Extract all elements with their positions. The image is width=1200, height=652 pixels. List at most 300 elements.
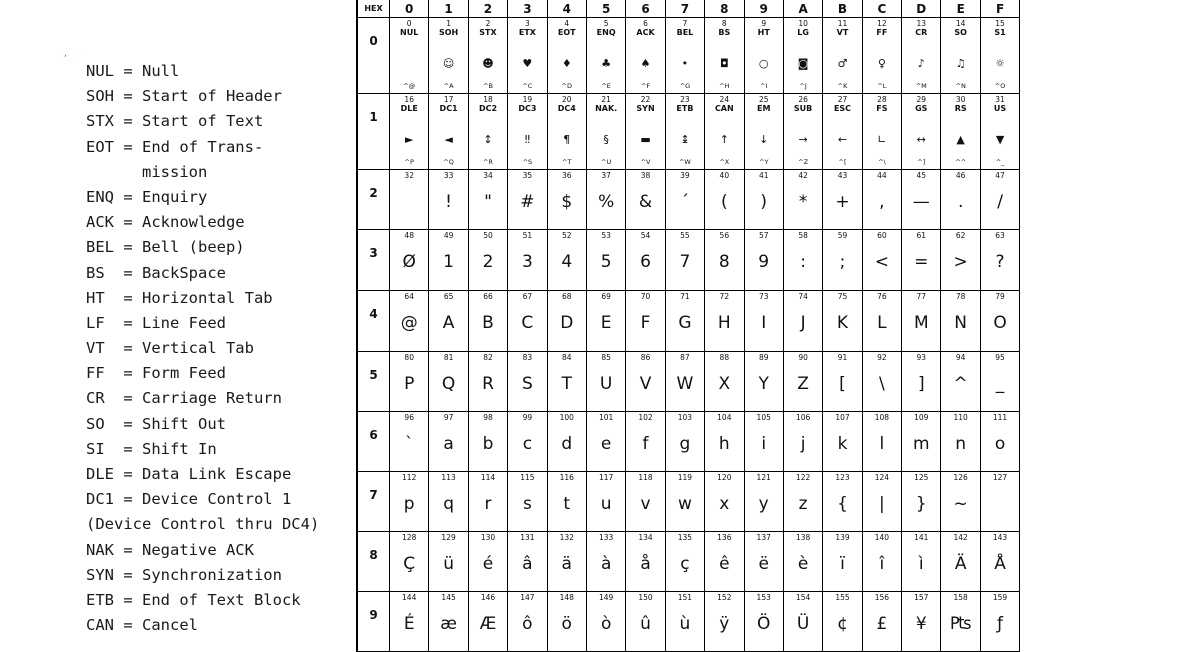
char-glyph: o: [994, 434, 1006, 454]
column-header: 1: [429, 0, 468, 18]
decimal-code: 30: [955, 95, 966, 104]
char-cell: [941, 291, 980, 352]
char-glyph: ¥: [915, 614, 927, 634]
char-glyph: U: [599, 374, 613, 394]
decimal-code: 114: [480, 473, 496, 482]
control-abbr: ENQ: [596, 28, 616, 37]
char-cell: [902, 592, 941, 652]
decimal-code: 100: [559, 413, 574, 422]
char-cell: [429, 18, 468, 94]
char-cell: [823, 412, 862, 472]
char-cell: [666, 532, 705, 592]
char-cell: [941, 472, 980, 532]
char-glyph: `: [404, 434, 414, 454]
char-glyph: →: [798, 133, 808, 146]
char-glyph: \: [879, 374, 885, 394]
decimal-code: 21: [601, 95, 611, 104]
char-glyph: ä: [561, 554, 572, 574]
char-cell: [784, 412, 823, 472]
char-cell: [981, 94, 1020, 170]
char-glyph: å: [640, 554, 651, 574]
char-glyph: Q: [441, 374, 456, 394]
decimal-code: 123: [835, 473, 850, 482]
control-abbr: DC3: [518, 104, 537, 113]
control-abbr: ETB: [676, 104, 694, 113]
row-header: [358, 170, 390, 230]
char-cell: [548, 94, 587, 170]
decimal-code: 60: [877, 231, 887, 240]
char-glyph: {: [837, 494, 848, 514]
row-header-label: 6: [369, 428, 378, 442]
char-cell: [823, 170, 862, 230]
char-cell: [508, 230, 547, 291]
decimal-code: 9: [761, 19, 767, 28]
char-glyph: P: [404, 374, 415, 394]
char-cell: [508, 472, 547, 532]
control-abbr: DC4: [557, 104, 576, 113]
decimal-code: 53: [601, 231, 611, 240]
control-abbr: SO: [954, 28, 967, 37]
char-glyph: Y: [758, 374, 769, 394]
decimal-code: 52: [561, 231, 572, 240]
decimal-code: 92: [877, 353, 887, 362]
control-abbr: GS: [915, 104, 928, 113]
decimal-code: 82: [483, 353, 493, 362]
column-header: 5: [587, 0, 626, 18]
char-glyph: 7: [679, 252, 691, 272]
char-cell: [902, 18, 941, 94]
decimal-code: 97: [443, 413, 454, 422]
char-cell: [863, 592, 902, 652]
char-glyph: —: [912, 192, 930, 212]
char-cell: [390, 472, 429, 532]
char-cell: [469, 472, 508, 532]
ctrl-key: ^R: [482, 158, 493, 166]
char-cell: [469, 18, 508, 94]
char-cell: [941, 18, 980, 94]
char-glyph: é: [482, 554, 494, 574]
char-cell: [587, 170, 626, 230]
char-glyph: ): [760, 192, 768, 212]
legend-line: mission: [86, 162, 208, 181]
char-glyph: 3: [521, 252, 533, 272]
decimal-code: 96: [404, 413, 414, 422]
row-header: [358, 352, 390, 412]
char-cell: [390, 291, 429, 352]
char-glyph: %: [598, 192, 615, 212]
char-cell: [548, 170, 587, 230]
char-cell: [981, 532, 1020, 592]
column-header: E: [941, 0, 980, 18]
char-glyph: V: [639, 374, 652, 394]
decimal-code: 28: [877, 95, 887, 104]
char-cell: [823, 472, 862, 532]
decimal-code: 15: [995, 19, 1005, 28]
ctrl-key: ^O: [994, 82, 1006, 90]
char-cell: [666, 291, 705, 352]
legend-line: SOH = Start of Header: [86, 87, 282, 106]
row-header-label: 8: [369, 548, 378, 562]
char-glyph: d: [561, 434, 573, 454]
char-glyph: e: [600, 434, 612, 454]
char-glyph: ë: [758, 554, 769, 574]
column-header: 4: [548, 0, 587, 18]
decimal-code: 36: [561, 171, 572, 180]
decimal-code: 110: [953, 413, 968, 422]
char-cell: [784, 170, 823, 230]
char-glyph: ↕: [483, 133, 493, 146]
char-glyph: M: [913, 313, 929, 333]
char-glyph: D: [560, 313, 574, 333]
char-cell: [705, 472, 744, 532]
char-cell: [784, 592, 823, 652]
decimal-code: 125: [914, 473, 929, 482]
decimal-code: 11: [837, 19, 848, 28]
decimal-code: 142: [953, 533, 968, 542]
char-glyph: $: [561, 192, 573, 212]
char-cell: [705, 352, 744, 412]
decimal-code: 138: [795, 533, 811, 542]
decimal-code: 24: [719, 95, 730, 104]
decimal-code: 87: [680, 353, 690, 362]
char-glyph: W: [676, 374, 694, 394]
char-cell: [390, 532, 429, 592]
char-cell: [981, 352, 1020, 412]
char-cell: [981, 18, 1020, 94]
decimal-code: 84: [561, 353, 572, 362]
char-cell: [745, 18, 784, 94]
decimal-code: 71: [680, 292, 690, 301]
decimal-code: 2: [485, 19, 491, 28]
char-glyph: B: [482, 313, 494, 333]
char-glyph: ¢: [837, 614, 848, 634]
decimal-code: 18: [483, 95, 493, 104]
char-glyph: /: [997, 192, 1003, 212]
decimal-code: 147: [520, 593, 535, 602]
decimal-code: 78: [955, 292, 966, 301]
decimal-code: 99: [522, 413, 533, 422]
decimal-code: 39: [680, 171, 690, 180]
ctrl-key: ^T: [562, 158, 572, 166]
column-header: 2: [469, 0, 508, 18]
ascii-table: [356, 0, 1020, 652]
ctrl-key: ^Y: [759, 158, 769, 166]
char-glyph: ☻: [482, 57, 494, 70]
row-header-label: 1: [369, 110, 378, 124]
char-cell: [823, 291, 862, 352]
decimal-code: 152: [717, 593, 732, 602]
decimal-code: 58: [798, 231, 808, 240]
char-glyph: ○: [758, 57, 769, 70]
char-glyph: E: [600, 313, 612, 333]
ctrl-key: ^N: [955, 82, 966, 90]
char-glyph: p: [403, 494, 415, 514]
char-cell: [666, 18, 705, 94]
control-abbr: S1: [994, 28, 1006, 37]
char-cell: [863, 94, 902, 170]
char-glyph: J: [800, 313, 806, 333]
decimal-code: 108: [874, 413, 890, 422]
decimal-code: 135: [677, 533, 693, 542]
decimal-code: 103: [677, 413, 693, 422]
row-header-label: 0: [369, 34, 378, 48]
char-glyph: @: [400, 313, 418, 333]
decimal-code: 132: [559, 533, 574, 542]
char-glyph: ]: [917, 374, 925, 394]
decimal-code: 85: [601, 353, 611, 362]
decimal-code: 64: [404, 292, 414, 301]
char-cell: [784, 18, 823, 94]
decimal-code: 14: [955, 19, 966, 28]
char-cell: [745, 412, 784, 472]
char-cell: [626, 291, 665, 352]
decimal-code: 4: [564, 19, 570, 28]
char-cell: [823, 18, 862, 94]
decimal-code: 118: [638, 473, 653, 482]
char-cell: [745, 592, 784, 652]
char-glyph: Æ: [479, 614, 497, 634]
char-cell: [548, 291, 587, 352]
char-glyph: u: [600, 494, 612, 514]
char-cell: [784, 94, 823, 170]
decimal-code: 155: [835, 593, 850, 602]
char-glyph: ì: [918, 554, 924, 574]
char-cell: [705, 592, 744, 652]
char-cell: [390, 94, 429, 170]
char-cell: [902, 472, 941, 532]
char-glyph: â: [522, 554, 533, 574]
char-cell: [666, 412, 705, 472]
decimal-code: 54: [640, 231, 651, 240]
char-glyph: 8: [718, 252, 730, 272]
char-cell: [587, 291, 626, 352]
char-glyph: ►: [404, 133, 414, 146]
char-cell: [863, 532, 902, 592]
char-cell: [666, 472, 705, 532]
abbreviation-legend: [86, 59, 356, 638]
control-abbr: BEL: [676, 28, 694, 37]
decimal-code: 42: [798, 171, 808, 180]
char-glyph: ☼: [995, 57, 1005, 70]
legend-line: SI = Shift In: [86, 439, 217, 458]
char-glyph: Ö: [757, 614, 771, 634]
decimal-code: 106: [795, 413, 811, 422]
control-abbr: RS: [954, 104, 967, 113]
decimal-code: 131: [520, 533, 535, 542]
char-glyph: H: [717, 313, 731, 333]
decimal-code: 20: [561, 95, 572, 104]
char-glyph: <: [874, 252, 889, 272]
decimal-code: 89: [758, 353, 769, 362]
char-cell: [508, 94, 547, 170]
decimal-code: 62: [955, 231, 966, 240]
decimal-code: 70: [640, 292, 651, 301]
char-cell: [705, 170, 744, 230]
char-glyph: ▲: [956, 133, 965, 146]
char-glyph: ♂: [837, 57, 848, 70]
decimal-code: 56: [719, 231, 730, 240]
char-cell: [626, 170, 665, 230]
decimal-code: 124: [874, 473, 890, 482]
char-glyph: #: [520, 192, 535, 212]
row-header-label: 7: [369, 488, 378, 502]
decimal-code: 81: [443, 353, 454, 362]
char-glyph: æ: [440, 614, 457, 634]
legend-line: NAK = Negative ACK: [86, 540, 254, 559]
char-glyph: >: [953, 252, 968, 272]
decimal-code: 86: [640, 353, 651, 362]
legend-line: HT = Horizontal Tab: [86, 288, 273, 307]
char-glyph: b: [482, 434, 494, 454]
char-glyph: [: [839, 374, 846, 394]
decimal-code: 137: [756, 533, 771, 542]
decimal-code: 27: [837, 95, 848, 104]
row-header-label: 5: [369, 368, 378, 382]
char-glyph: 9: [758, 252, 770, 272]
column-header: 8: [705, 0, 744, 18]
decimal-code: 88: [719, 353, 730, 362]
decimal-code: 34: [483, 171, 493, 180]
char-glyph: O: [993, 313, 1007, 333]
legend-line: STX = Start of Text: [86, 112, 264, 131]
char-cell: [666, 170, 705, 230]
char-glyph: ♠: [640, 57, 651, 70]
char-glyph: K: [836, 313, 849, 333]
decimal-code: 154: [795, 593, 811, 602]
char-cell: [745, 94, 784, 170]
char-glyph: ï: [840, 554, 845, 574]
char-glyph: ‼: [524, 133, 531, 146]
char-glyph: 1: [443, 252, 454, 272]
char-glyph: v: [640, 494, 651, 514]
decimal-code: 23: [680, 95, 690, 104]
ctrl-key: ^]: [917, 158, 926, 166]
row-header: [358, 18, 390, 94]
char-glyph: ♪: [917, 57, 925, 70]
char-cell: [429, 291, 468, 352]
char-cell: [508, 352, 547, 412]
char-glyph: §: [603, 133, 609, 146]
char-glyph: ~: [953, 494, 968, 514]
char-glyph: s: [522, 494, 532, 514]
char-glyph: ♥: [522, 57, 533, 70]
char-cell: [823, 230, 862, 291]
char-glyph: 4: [561, 252, 573, 272]
hex-corner-label: HEX: [358, 0, 390, 18]
char-cell: [902, 532, 941, 592]
char-cell: [469, 532, 508, 592]
char-cell: [902, 352, 941, 412]
char-glyph: ♦: [561, 57, 572, 70]
decimal-code: 75: [837, 292, 848, 301]
char-cell: [941, 94, 980, 170]
legend-line: NUL = Null: [86, 62, 180, 80]
char-cell: [587, 230, 626, 291]
char-glyph: 2: [482, 252, 494, 272]
decimal-code: 150: [638, 593, 653, 602]
char-glyph: _: [995, 374, 1005, 394]
char-cell: [626, 472, 665, 532]
column-header: D: [902, 0, 941, 18]
column-header: 3: [508, 0, 547, 18]
char-cell: [902, 412, 941, 472]
char-cell: [390, 352, 429, 412]
ctrl-key: ^W: [678, 158, 691, 166]
char-cell: [469, 412, 508, 472]
decimal-code: 79: [995, 292, 1005, 301]
char-glyph: ^: [953, 374, 968, 394]
char-glyph: ♀: [877, 57, 886, 70]
legend-line: DLE = Data Link Escape: [86, 465, 292, 483]
decimal-code: 101: [598, 413, 614, 422]
char-glyph: &: [638, 192, 653, 212]
char-cell: [626, 230, 665, 291]
ctrl-key: ^H: [719, 82, 730, 90]
control-abbr: CR: [915, 28, 928, 37]
char-cell: [390, 170, 429, 230]
decimal-code: 127: [992, 473, 1008, 482]
char-cell: [587, 532, 626, 592]
char-cell: [548, 592, 587, 652]
char-cell: [666, 230, 705, 291]
decimal-code: 72: [719, 292, 730, 301]
decimal-code: 91: [837, 353, 848, 362]
decimal-code: 148: [559, 593, 574, 602]
decimal-code: 105: [756, 413, 771, 422]
legend-line: BEL = Bell (beep): [86, 238, 245, 257]
char-cell: [429, 472, 468, 532]
char-cell: [626, 94, 665, 170]
ctrl-key: ^V: [640, 158, 651, 166]
char-cell: [981, 170, 1020, 230]
char-glyph: ◙: [797, 57, 809, 70]
char-glyph: à: [600, 554, 612, 574]
char-cell: [784, 472, 823, 532]
decimal-code: 50: [483, 231, 493, 240]
char-cell: [508, 170, 547, 230]
column-header: A: [784, 0, 823, 18]
char-cell: [784, 230, 823, 291]
char-glyph: î: [879, 554, 885, 574]
control-abbr: US: [993, 104, 1007, 113]
char-cell: [823, 94, 862, 170]
char-glyph: L: [877, 313, 887, 333]
char-cell: [941, 532, 980, 592]
control-abbr: SOH: [438, 28, 459, 37]
decimal-code: 129: [441, 533, 456, 542]
control-abbr: HT: [757, 28, 770, 37]
ctrl-key: ^I: [760, 82, 768, 90]
row-header: [358, 230, 390, 291]
char-cell: [941, 170, 980, 230]
char-cell: [902, 230, 941, 291]
decimal-code: 49: [443, 231, 454, 240]
char-glyph: ←: [837, 133, 848, 146]
char-cell: [548, 412, 587, 472]
char-glyph: ¶: [563, 133, 571, 146]
char-cell: [587, 412, 626, 472]
char-cell: [469, 230, 508, 291]
row-header-label: 3: [369, 246, 378, 260]
ctrl-key: ^_: [995, 158, 1005, 166]
ctrl-key: ^P: [404, 158, 414, 166]
char-cell: [705, 18, 744, 94]
char-cell: [981, 412, 1020, 472]
legend-line: (Device Control thru DC4): [86, 515, 320, 534]
char-cell: [587, 94, 626, 170]
decimal-code: 73: [758, 292, 769, 301]
row-header: [358, 532, 390, 592]
